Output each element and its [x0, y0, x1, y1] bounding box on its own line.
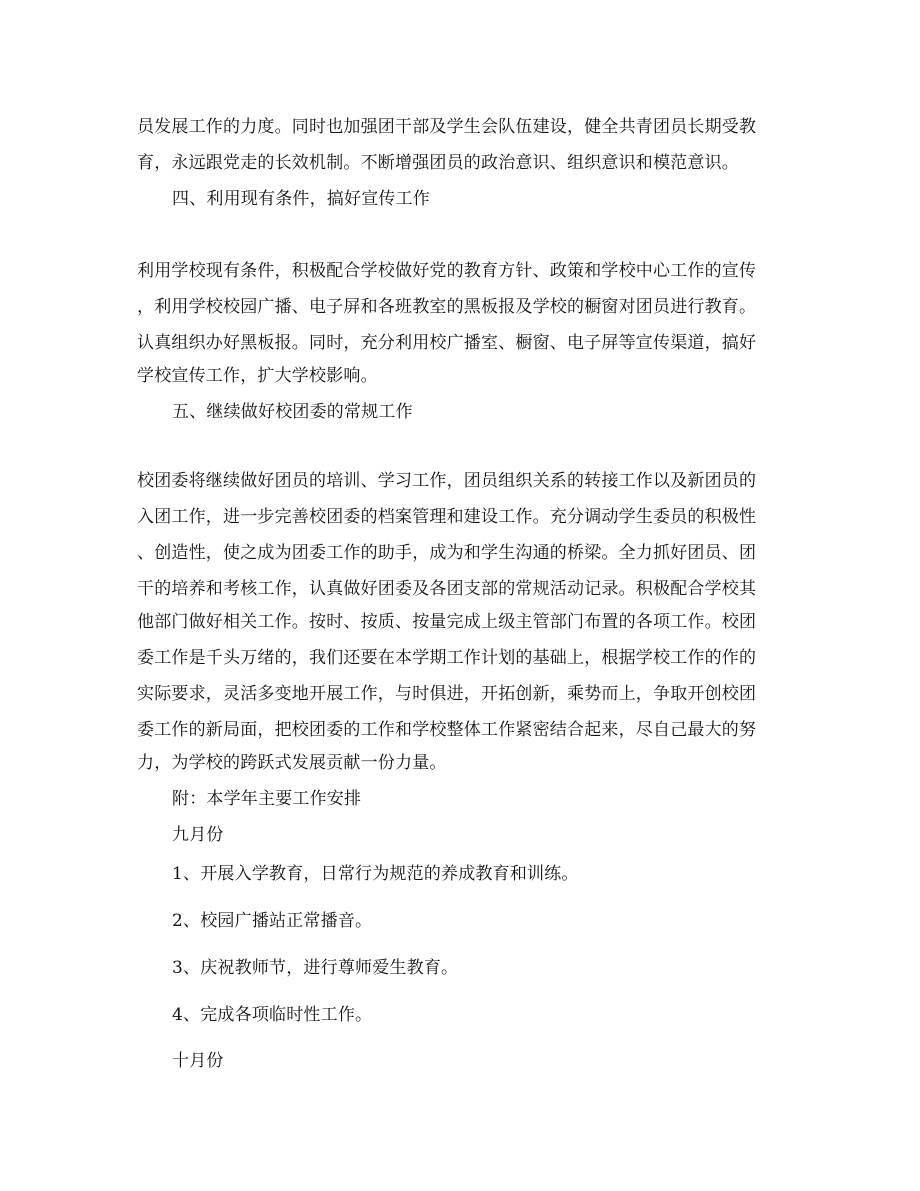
month-heading: 十月份 — [172, 1051, 224, 1071]
list-item: 4、完成各项临时性工作。 — [172, 1005, 373, 1025]
paragraph-line: 员发展工作的力度。同时也加强团干部及学生会队伍建设，健全共青团员长期受教 — [137, 117, 757, 137]
paragraph-line: 干的培养和考核工作，认真做好团委及各团支部的常规活动记录。积极配合学校其 — [137, 579, 757, 599]
paragraph-line: 认真组织办好黑板报。同时，充分利用校广播室、橱窗、电子屏等宣传渠道，搞好 — [137, 333, 757, 353]
month-heading: 九月份 — [172, 825, 224, 845]
list-item: 1、开展入学教育，日常行为规范的养成教育和训练。 — [172, 864, 579, 884]
appendix-heading: 附：本学年主要工作安排 — [172, 789, 362, 809]
paragraph-line: 入团工作，进一步完善校团委的档案管理和建设工作。充分调动学生委员的积极性 — [137, 507, 757, 527]
list-item: 2、校园广播站正常播音。 — [172, 911, 373, 931]
paragraph-line: 、创造性，使之成为团委工作的助手，成为和学生沟通的桥梁。全力抓好团员、团 — [137, 543, 757, 563]
paragraph-line: ，利用学校校园广播、电子屏和各班教室的黑板报及学校的橱窗对团员进行教育。 — [137, 297, 757, 317]
paragraph-line: 校团委将继续做好团员的培训、学习工作，团员组织关系的转接工作以及新团员的 — [137, 471, 757, 491]
paragraph-line: 学校宣传工作，扩大学校影响。 — [137, 366, 378, 386]
paragraph-line: 委工作是千头万绪的，我们还要在本学期工作计划的基础上，根据学校工作的作的 — [137, 648, 757, 668]
paragraph-line: 他部门做好相关工作。按时、按质、按量完成上级主管部门布置的各项工作。校团 — [137, 612, 757, 632]
section-heading: 四、利用现有条件，搞好宣传工作 — [172, 189, 430, 209]
paragraph-line: 育，永远跟党走的长效机制。不断增强团员的政治意识、组织意识和模范意识。 — [137, 153, 739, 173]
paragraph-line: 力，为学校的跨跃式发展贡献一份力量。 — [137, 753, 447, 773]
section-heading: 五、继续做好校团委的常规工作 — [172, 402, 413, 422]
paragraph-line: 利用学校现有条件，积极配合学校做好党的教育方针、政策和学校中心工作的宣传 — [137, 261, 757, 281]
paragraph-line: 委工作的新局面，把校团委的工作和学校整体工作紧密结合起来，尽自己最大的努 — [137, 720, 757, 740]
paragraph-line: 实际要求，灵活多变地开展工作，与时俱进，开拓创新，乘势而上，争取开创校团 — [137, 684, 757, 704]
list-item: 3、庆祝教师节，进行尊师爱生教育。 — [172, 958, 459, 978]
